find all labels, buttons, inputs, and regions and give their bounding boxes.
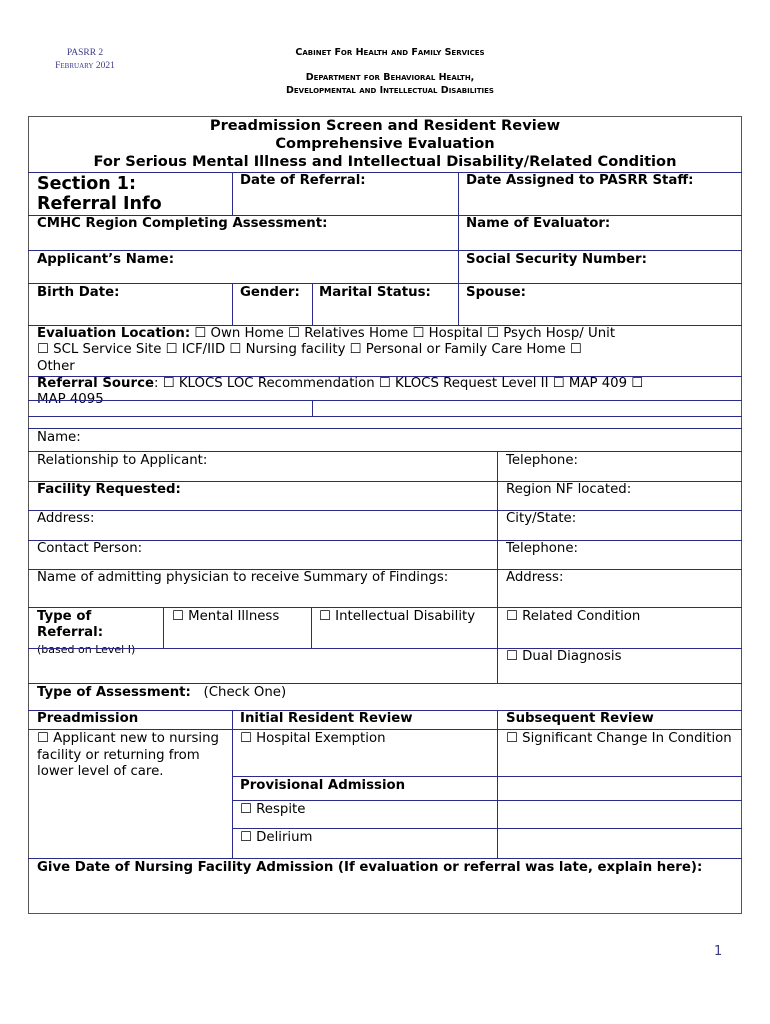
evaluation-location-options-2[interactable]: ☐ SCL Service Site ☐ ICF/IID ☐ Nursing facility ☐ Personal or Family Care Home ☐: [37, 342, 582, 357]
grid-line: [312, 400, 313, 416]
respite-checkbox[interactable]: ☐ Respite: [240, 802, 306, 817]
referral-source-row[interactable]: [37, 376, 643, 393]
grid-line: [232, 283, 233, 325]
grid-line: [28, 451, 742, 452]
contact-person-field[interactable]: Contact Person:: [37, 541, 143, 556]
evaluator-name-field[interactable]: Name of Evaluator:: [466, 216, 611, 231]
birth-date-field[interactable]: Birth Date:: [37, 285, 120, 300]
date-assigned-field[interactable]: Date Assigned to PASRR Staff:: [466, 173, 694, 188]
address-field-2[interactable]: Address:: [506, 570, 564, 585]
form-title-line1: Preadmission Screen and Resident Review: [209, 117, 561, 134]
type-of-referral-label-2: Referral:: [37, 625, 104, 640]
referral-source-overflow: MAP 4095: [37, 392, 104, 407]
gender-field[interactable]: Gender:: [240, 285, 300, 300]
preadmission-heading: Preadmission: [37, 711, 139, 726]
grid-line: [232, 172, 233, 215]
provisional-admission-heading: Provisional Admission: [240, 778, 406, 793]
form-id: PASRR 2: [66, 48, 104, 58]
evaluation-location-options-1[interactable]: ☐ Own Home ☐ Relatives Home ☐ Hospital ☐ Psych Hosp/ Unit: [194, 326, 616, 341]
grid-line: [458, 172, 459, 283]
grid-line: [28, 283, 742, 284]
contact-name-field[interactable]: Name:: [37, 430, 81, 445]
agency-name: Cabinet For Health and Family Services: [295, 47, 485, 58]
form-title-line3: For Serious Mental Illness and Intellectual Disability/Related Condition: [93, 153, 677, 170]
grid-line: [28, 858, 742, 859]
initial-review-heading: Initial Resident Review: [240, 711, 413, 726]
grid-line: [232, 828, 742, 829]
ssn-field[interactable]: Social Security Number:: [466, 252, 647, 267]
grid-line: [28, 729, 742, 730]
evaluation-location-line1[interactable]: [37, 326, 615, 343]
grid-line: [28, 683, 742, 684]
section-heading-line2: Referral Info: [37, 194, 162, 214]
grid-line: [232, 800, 742, 801]
significant-change-checkbox[interactable]: ☐ Significant Change In Condition: [506, 731, 732, 746]
subsequent-review-heading: Subsequent Review: [506, 711, 654, 726]
mental-illness-checkbox[interactable]: ☐ Mental Illness: [172, 609, 280, 624]
grid-line: [458, 283, 459, 325]
grid-line: [28, 510, 742, 511]
referral-source-cell: [37, 376, 737, 407]
telephone-field-1[interactable]: Telephone:: [506, 453, 579, 468]
city-state-field[interactable]: City/State:: [506, 511, 577, 526]
applicant-new-checkbox[interactable]: ☐ Applicant new to nursing facility or returning from lower level of care.: [37, 731, 219, 779]
telephone-field-2[interactable]: Telephone:: [506, 541, 579, 556]
section-heading-line1: Section 1:: [37, 174, 136, 194]
grid-line: [163, 607, 164, 648]
relationship-field[interactable]: Relationship to Applicant:: [37, 453, 208, 468]
referral-source-label: Referral Source: [37, 376, 154, 391]
delirium-checkbox[interactable]: ☐ Delirium: [240, 830, 313, 845]
department-line1: Department for Behavioral Health,: [305, 72, 475, 83]
grid-line: [497, 710, 498, 858]
hospital-exemption-checkbox[interactable]: ☐ Hospital Exemption: [240, 731, 386, 746]
related-condition-checkbox[interactable]: ☐ Related Condition: [506, 609, 641, 624]
grid-line: [232, 776, 742, 777]
applicant-name-field[interactable]: Applicant’s Name:: [37, 252, 175, 267]
cmhc-region-field[interactable]: CMHC Region Completing Assessment:: [37, 216, 328, 231]
admitting-physician-field[interactable]: Name of admitting physician to receive Summary of Findings:: [37, 570, 449, 585]
grid-line: [232, 710, 233, 858]
type-of-referral-label-1: Type of: [37, 609, 92, 624]
evaluation-location-label: Evaluation Location:: [37, 326, 191, 341]
intellectual-disability-checkbox[interactable]: ☐ Intellectual Disability: [319, 609, 476, 624]
grid-line: [28, 648, 497, 649]
grid-line: [312, 283, 313, 325]
nf-admission-date-field[interactable]: Give Date of Nursing Facility Admission (If evaluation or referral was late, explain here):: [37, 860, 703, 875]
type-of-referral-label-overflow: (based on Level I): [37, 643, 136, 656]
facility-requested-field[interactable]: Facility Requested:: [37, 482, 181, 497]
form-id-block: [55, 47, 115, 73]
grid-line: [28, 428, 742, 429]
type-of-assessment-note: (Check One): [203, 685, 287, 700]
grid-line: [28, 400, 742, 401]
type-of-assessment-row: [37, 685, 286, 702]
spouse-field[interactable]: Spouse:: [466, 285, 526, 300]
type-of-referral-label-cell: [37, 608, 161, 656]
dual-diagnosis-checkbox[interactable]: ☐ Dual Diagnosis: [506, 649, 622, 664]
evaluation-location-options-3[interactable]: Other: [37, 359, 75, 374]
date-of-referral-field[interactable]: Date of Referral:: [240, 173, 366, 188]
form-title-line2: Comprehensive Evaluation: [275, 135, 495, 152]
referral-source-options[interactable]: : ☐ KLOCS LOC Recommendation ☐ KLOCS Request Level II ☐ MAP 409 ☐: [153, 376, 644, 391]
address-field-1[interactable]: Address:: [37, 511, 95, 526]
form-date: February 2021: [55, 61, 115, 71]
grid-line: [311, 607, 312, 648]
marital-status-field[interactable]: Marital Status:: [319, 285, 431, 300]
type-of-assessment-label: Type of Assessment:: [37, 685, 191, 700]
region-nf-field[interactable]: Region NF located:: [506, 482, 632, 497]
grid-line: [28, 416, 742, 417]
grid-line: [28, 250, 742, 251]
page-number: 1: [714, 944, 723, 959]
department-line2: Developmental and Intellectual Disabilities: [286, 85, 494, 96]
